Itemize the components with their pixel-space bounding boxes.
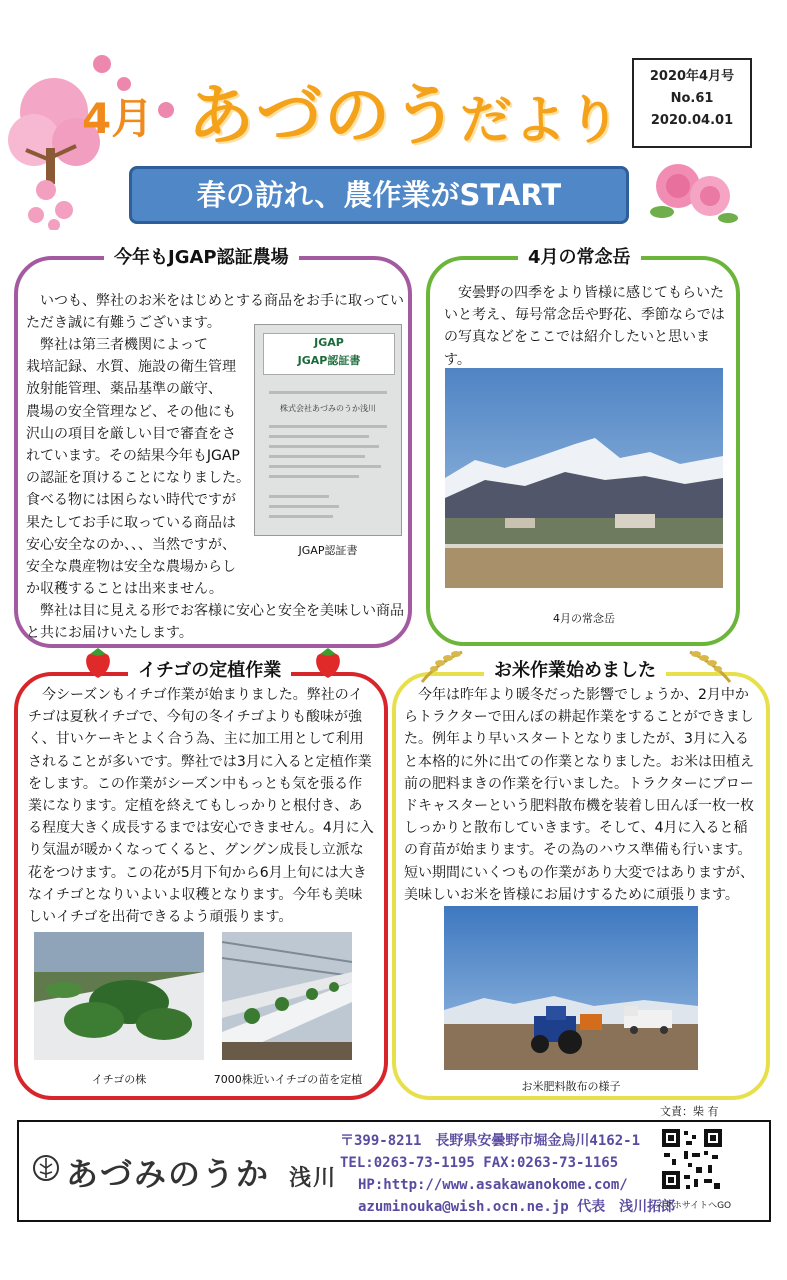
strawberry-plant-photo xyxy=(34,932,204,1060)
issue-info-box xyxy=(632,58,752,148)
certificate-text-line xyxy=(269,475,359,478)
certificate-text-line xyxy=(269,391,387,394)
jgap-closing-text: 弊社は目に見える形でお客様に安心と安全を美味しい商品と共にお届けいたします。 xyxy=(26,603,404,642)
mountain-intro-text: 安曇野の四季をより皆様に感じてもらいたいと考え、毎号常念岳や野花、季節ならではの写真などをここでは紹介したいと思います。 xyxy=(444,285,725,368)
jgap-body-line: の認証を頂けることになりました。 xyxy=(26,470,250,487)
certificate-text-line xyxy=(269,465,381,468)
title-sub: だより xyxy=(460,91,623,151)
certificate-company: 株式会社あづみのうか浅川 xyxy=(280,404,376,413)
month-label: 4月 xyxy=(82,94,154,143)
issue-date: 2020年4月号 xyxy=(649,69,735,84)
jgap-body-line: 安心安全なのか、、、当然ですが、 xyxy=(26,536,236,553)
jgap-body-line: 放射能管理、薬品基準の厳守、 xyxy=(26,381,222,398)
mountain-photo xyxy=(445,368,723,588)
jgap-body-line: 農場の安全管理など、その他にも xyxy=(26,403,236,420)
certificate-text-line xyxy=(269,455,365,458)
jgap-intro-text: いつも、弊社のお米をはじめとする商品をお手に取っていただき誠に有難うございます。 xyxy=(26,293,404,332)
phone-fax: TEL:0263-73-1195 FAX:0263-73-1165 xyxy=(340,1155,619,1171)
rice-fertilizer-photo xyxy=(444,906,698,1070)
company-logo xyxy=(66,1149,337,1195)
strawberry-section-title: イチゴの定植作業 xyxy=(128,656,291,682)
issue-number: No.61 xyxy=(670,91,714,106)
company-emblem-icon xyxy=(32,1154,60,1182)
jgap-body-line: 栽培記録、水質、施設の衛生管理 xyxy=(26,359,236,376)
rice-plant-icon xyxy=(682,644,736,684)
certificate-text-line xyxy=(269,445,379,448)
strawberry-body-text: 今シーズンもイチゴ作業が始まりました。弊社のイチゴは夏秋イチゴで、今旬の冬イチゴよりも酸味が強く、甘いケーキとよく合う為、主に加工用として利用されることが多いです。弊社では3月に入ると定植作業をします。この作業がシーズン中もっとも気を張る作業になります。定植を終えてもしっかりと根付き、ある程度大きく成長するまでは安心できません。4月に入り気温が暖かくなってくると、グングン成長し立派な花をつけます。この花が5月下旬から6月上旬には大きなイチゴとなりいよいよ収穫となります。今年も美味しいイチゴを出荷できるよう頑張ります。 xyxy=(28,687,374,926)
jgap-body-line: か収穫することは出来ません。 xyxy=(26,581,223,598)
certificate-text-line xyxy=(269,425,387,428)
jgap-body-line: 果たしてお手に取っている商品は xyxy=(26,514,236,531)
jgap-body-line: 沢山の項目を厳しい目で審査をさ xyxy=(26,425,236,442)
headline-banner: 春の訪れ、農作業がSTART xyxy=(129,166,629,224)
certificate-text-line xyxy=(269,515,333,518)
author-credit: 文責：柴 有 xyxy=(660,1105,719,1118)
jgap-body-text xyxy=(26,334,258,600)
jgap-body-line: れています。その結果今年もJGAP xyxy=(26,448,240,465)
email-representative[interactable]: azuminouka@wish.ocn.ne.jp 代表 浅川拓郎 xyxy=(358,1199,676,1215)
certificate-text-line xyxy=(269,505,339,508)
company-logo-name: 浅川 xyxy=(289,1165,338,1191)
qr-code-icon[interactable] xyxy=(660,1127,724,1191)
rice-photo-caption: お米肥料散布の様子 xyxy=(521,1080,621,1093)
jgap-body-line: 弊社は第三者機関によって xyxy=(26,337,208,353)
certificate-logo: JGAP xyxy=(314,336,344,349)
qr-code-caption: スマホサイトへGO xyxy=(654,1201,732,1211)
certificate-heading: JGAP認証書 xyxy=(297,354,361,367)
contact-info xyxy=(340,1130,675,1218)
strawberry-icon xyxy=(82,646,114,680)
homepage-link[interactable]: HP:http://www.asakawanokome.com/ xyxy=(358,1177,628,1193)
jgap-body-line: 安全な農産物は安全な農場からし xyxy=(26,559,236,576)
mountain-section-title: 4月の常念岳 xyxy=(518,243,641,269)
company-logo-text: あづみのうか xyxy=(66,1155,271,1193)
strawberry-icon xyxy=(312,646,344,680)
postal-address: 〒399-8211 長野県安曇野市堀金烏川4162-1 xyxy=(340,1133,641,1149)
strawberry-planting-photo xyxy=(222,932,352,1060)
title-main: あづのう xyxy=(188,77,460,154)
mountain-photo-caption: 4月の常念岳 xyxy=(553,612,615,625)
rice-body-text: 今年は昨年より暖冬だった影響でしょうか、2月中からトラクターで田んぼの耕起作業をすることができました。例年より早いスタートとなりましたが、3月に入ると本格的に外に出ての作業となりました。お米は田植え前の肥料まきの作業を行いました。トラクターにブロードキャスターという肥料散布機を装着し田んぼ一枚一枚しっかりと散布していきます。そして、4月に入ると稲の育苗が始まります。その為のハウス準備も行います。短い期間にいくつもの作業があり大変ではありますが、美味しいお米を皆様にお届けするために頑張ります。 xyxy=(404,687,754,903)
newsletter-title xyxy=(188,62,622,157)
jgap-certificate-image xyxy=(254,324,402,536)
jgap-certificate-caption: JGAP認証書 xyxy=(298,544,358,557)
rice-plant-icon xyxy=(416,644,470,684)
jgap-body-line: 食べる物には困らない時代ですが xyxy=(26,492,236,509)
certificate-header xyxy=(263,333,395,375)
certificate-text-line xyxy=(269,435,369,438)
issue-published-date: 2020.04.01 xyxy=(650,113,734,128)
jgap-section-title: 今年もJGAP認証農場 xyxy=(104,243,299,269)
strawberry-plant-caption: イチゴの株 xyxy=(91,1073,147,1086)
rice-section-title: お米作業始めました xyxy=(484,656,666,682)
strawberry-planting-caption: 7000株近いイチゴの苗を定植 xyxy=(213,1073,363,1086)
rose-flowers-icon xyxy=(648,156,738,228)
certificate-text-line xyxy=(269,495,329,498)
